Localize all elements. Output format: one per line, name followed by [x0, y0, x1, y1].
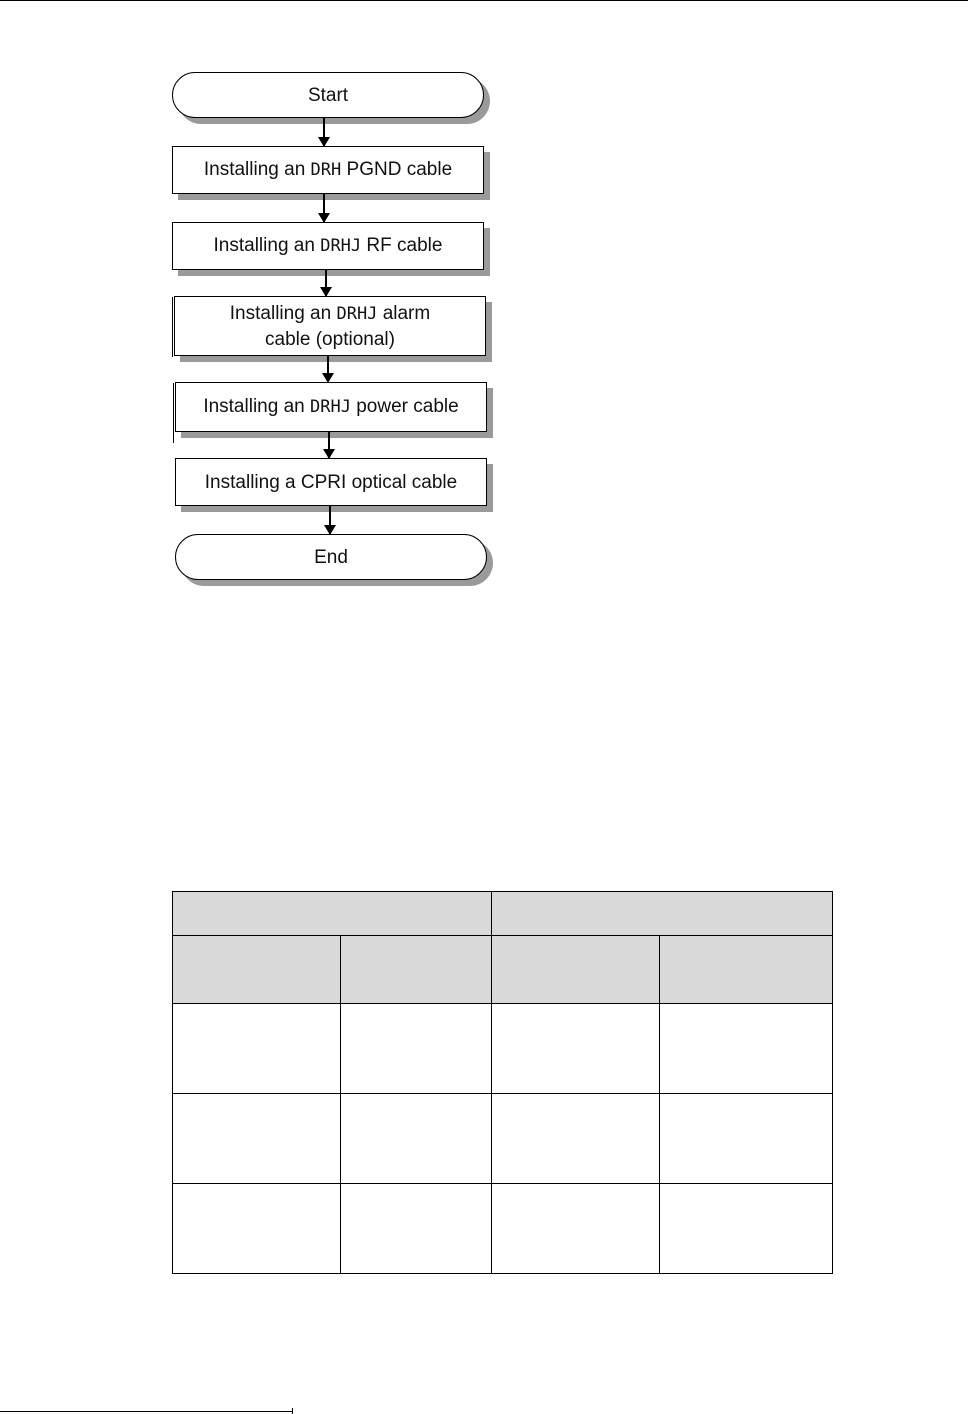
flow-start [172, 72, 484, 118]
flow-arrow [323, 194, 325, 222]
flow-start-label: Start [307, 84, 349, 106]
flow-step-pgnd-cable [172, 146, 484, 194]
flow-end [175, 534, 487, 580]
flow-step-power-suffix: power cable [350, 396, 459, 417]
flow-step-alarm-suffix: alarm cable (optional) [265, 302, 431, 350]
table-subheader [492, 936, 660, 1004]
flow-step-pgnd-suffix: PGND cable [341, 159, 453, 180]
flow-step-alarm-prefix: Installing an [229, 302, 337, 324]
flow-step-alarm-cable [174, 296, 486, 356]
table-cell [173, 1184, 341, 1274]
flow-step-rf-device: DRHJ [320, 236, 362, 256]
table-cell [660, 1184, 833, 1274]
table-cell [173, 1004, 341, 1094]
flow-step-power-prefix: Installing an [203, 396, 310, 417]
flow-step-rf-cable [172, 222, 484, 270]
table-cell [341, 1004, 492, 1094]
table-cell [492, 1004, 660, 1094]
table-cell [492, 1094, 660, 1184]
table-row [173, 1004, 833, 1094]
table-cell [492, 1184, 660, 1274]
flow-arrow [329, 506, 331, 534]
flow-end-label: End [314, 546, 348, 568]
footer-rule [0, 1411, 292, 1412]
flow-arrow [328, 432, 330, 458]
footer-rule-tick [292, 1408, 293, 1414]
flow-arrow [325, 270, 327, 296]
table-subheader [660, 936, 833, 1004]
table-group-header-row [173, 892, 833, 936]
table-group-header [173, 892, 492, 936]
flow-step-power-device: DRHJ [310, 397, 351, 417]
flow-step-rf-prefix: Installing an [213, 235, 321, 256]
table-cell [173, 1094, 341, 1184]
table-subheader-row [173, 936, 833, 1004]
table-subheader [173, 936, 341, 1004]
flow-step-alarm-device: DRHJ [336, 303, 378, 324]
flow-step-pgnd-prefix: Installing an [203, 159, 311, 180]
table-cell [341, 1184, 492, 1274]
flow-step-cpri-label: Installing a CPRI optical cable [204, 471, 458, 493]
flow-step-power-cable [175, 382, 487, 432]
table-row [173, 1094, 833, 1184]
flow-step-rf-suffix: RF cable [361, 235, 443, 256]
flow-step-pgnd-device: DRH [310, 160, 342, 180]
flow-arrow [323, 118, 325, 146]
table-cell [341, 1094, 492, 1184]
table-group-header [492, 892, 833, 936]
installation-flowchart [0, 0, 968, 600]
flow-arrow [327, 356, 329, 382]
flow-step-cpri-cable [175, 458, 487, 506]
table-row [173, 1184, 833, 1274]
table-cell [660, 1094, 833, 1184]
table-cell [660, 1004, 833, 1094]
data-table [172, 891, 833, 1274]
table-subheader [341, 936, 492, 1004]
